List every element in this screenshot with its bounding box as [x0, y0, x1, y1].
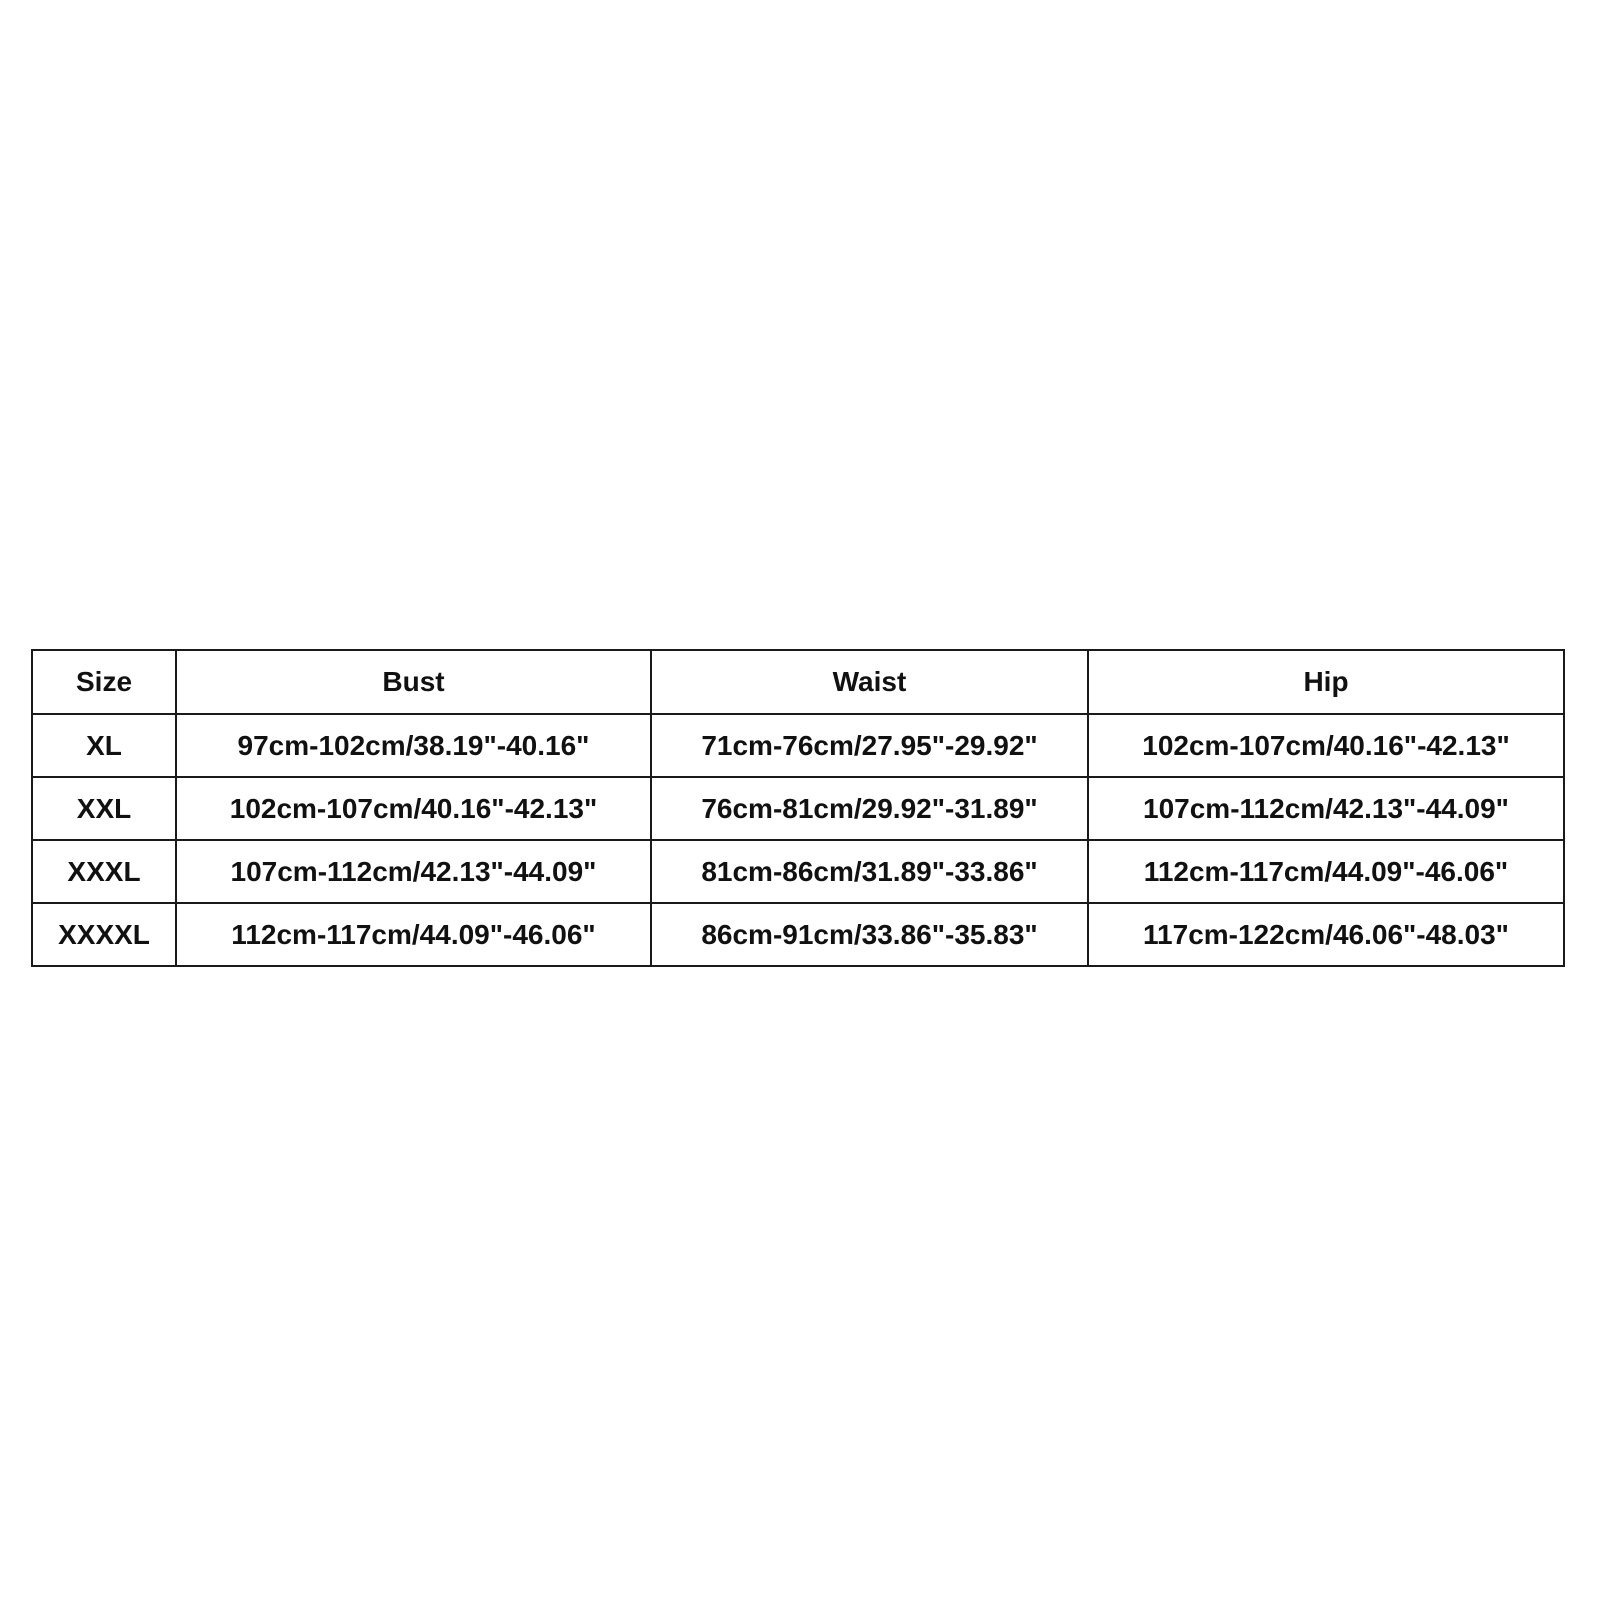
waist-cell: 71cm-76cm/27.95"-29.92" [651, 714, 1088, 777]
bust-cell: 107cm-112cm/42.13"-44.09" [176, 840, 651, 903]
bust-cell: 97cm-102cm/38.19"-40.16" [176, 714, 651, 777]
hip-cell: 102cm-107cm/40.16"-42.13" [1088, 714, 1564, 777]
header-waist: Waist [651, 650, 1088, 714]
size-cell: XXXL [32, 840, 176, 903]
bust-cell: 102cm-107cm/40.16"-42.13" [176, 777, 651, 840]
table-row [32, 777, 1564, 840]
waist-cell: 76cm-81cm/29.92"-31.89" [651, 777, 1088, 840]
table-row [32, 840, 1564, 903]
waist-cell: 81cm-86cm/31.89"-33.86" [651, 840, 1088, 903]
table-row [32, 903, 1564, 966]
waist-cell: 86cm-91cm/33.86"-35.83" [651, 903, 1088, 966]
hip-cell: 107cm-112cm/42.13"-44.09" [1088, 777, 1564, 840]
size-chart-table [31, 649, 1565, 967]
hip-cell: 117cm-122cm/46.06"-48.03" [1088, 903, 1564, 966]
header-size: Size [32, 650, 176, 714]
table-row [32, 714, 1564, 777]
size-cell: XXXXL [32, 903, 176, 966]
size-cell: XXL [32, 777, 176, 840]
bust-cell: 112cm-117cm/44.09"-46.06" [176, 903, 651, 966]
hip-cell: 112cm-117cm/44.09"-46.06" [1088, 840, 1564, 903]
table-header-row [32, 650, 1564, 714]
size-cell: XL [32, 714, 176, 777]
header-hip: Hip [1088, 650, 1564, 714]
header-bust: Bust [176, 650, 651, 714]
